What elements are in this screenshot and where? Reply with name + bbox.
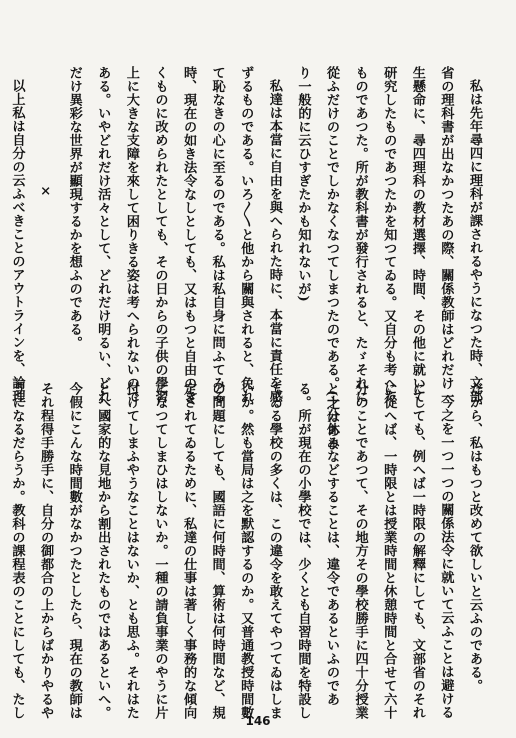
- text-line: ある。いやどれだけ活々として、どれだけ明るい、どれ: [95, 66, 111, 404]
- text-line: 付けてしまふやうなことはないか、とも思ふ。それはた: [123, 382, 139, 720]
- text-line: くものに改められたとしても、その日からの子供の學習: [152, 66, 168, 404]
- text-line: 時、現在の如き法令なしとしても、又はもつと自由のき: [181, 66, 197, 404]
- text-line: 私達は本當に自由を與へられた時に、本當に責任を感: [266, 79, 282, 404]
- text-line: だから、私はもつと改めて欲しいと云ふのである。: [467, 382, 482, 693]
- text-line: いか。然も當局は之を默認するのか。又普通教授時間數: [238, 382, 254, 720]
- text-line: り一般的に云ひすぎたかも知れないが): [295, 66, 311, 303]
- text-line: に從へば、一時限とは授業時間と休憩時間と合せて六十: [381, 382, 397, 720]
- text-line: 以上私は自分の云ふべきことのアウトラインを、論理: [9, 79, 25, 404]
- text-line: 上に大きな支障を來して困りきる姿は考へられないので: [123, 66, 139, 404]
- text-line: てゐる學校の多くは、この違令を敢えてやつてゐはしま: [266, 382, 282, 720]
- text-line: [0, 66, 2, 318]
- text-line: になつてしまひはしないか。一種の請負事業のやうに片: [152, 382, 168, 720]
- text-line: 從ふだけのことでしかなくなつてしまつたのである。(之はあま: [324, 66, 340, 451]
- text-line: 省の理科書が出なかつたあの際、關係教師はどれだけ一: [438, 66, 454, 404]
- text-line: 今之を一つ一つの關係法令に就いて云ふことは避ける: [438, 395, 454, 720]
- text-line: だけ異彩な世界が顯現するかを想ふのである。: [66, 66, 82, 350]
- text-line: と十分休みなどすることは、違令であるといふのであ: [324, 382, 340, 706]
- text-line: 研究したものであつたかを知つてゐる。又自分も考へた: [381, 66, 397, 404]
- text-line: とへ國家的な見地から割出されたものではあるといへ。: [95, 382, 111, 720]
- text-line: の問題にしても、國語に何時間、算術は何時間など、規: [209, 382, 225, 720]
- text-line: 今假にこんな時間數がなかつたとしたら、現在の教師は: [66, 382, 82, 720]
- text-line: ものであつた。所が教科書が發行されると、たゞそれに: [352, 66, 368, 404]
- text-line: て恥なきの心に至るのである。私は私自身に問ふてみる: [209, 66, 225, 404]
- page-number: 146: [245, 714, 271, 728]
- text-line: [0, 382, 2, 700]
- section-separator-mark: ×: [38, 184, 54, 200]
- text-line: それ程得手勝手に、自分の御都合の上からばかりやるや: [38, 382, 54, 720]
- text-line: 分のことであつて、その地方その學校勝手に四十分授業: [352, 382, 368, 720]
- text-line: 私は先年尋四に理科が課されるやうになつた時、文部: [467, 79, 482, 404]
- text-line: る。所が現在の小學校では、少くとも自習時間を特設し: [295, 382, 311, 720]
- text-line: にしても、例へば一時限の解釋にしても、文部省のそれ: [409, 382, 425, 720]
- text-line: 定されてゐるために、私達の仕事は著しく事務的な傾向: [181, 382, 197, 720]
- text-line: ずるものである。いろ〳〵と他から關與されると、免れ: [238, 66, 254, 404]
- lower-text-block: [0, 382, 488, 720]
- text-line: うになるだらうか。教科の課程表のことにしても、たし: [9, 382, 25, 720]
- upper-text-block: [0, 66, 488, 451]
- text-line: 生懸命に、尋四理科の教材選擇、時間、その他に就いて: [409, 66, 425, 404]
